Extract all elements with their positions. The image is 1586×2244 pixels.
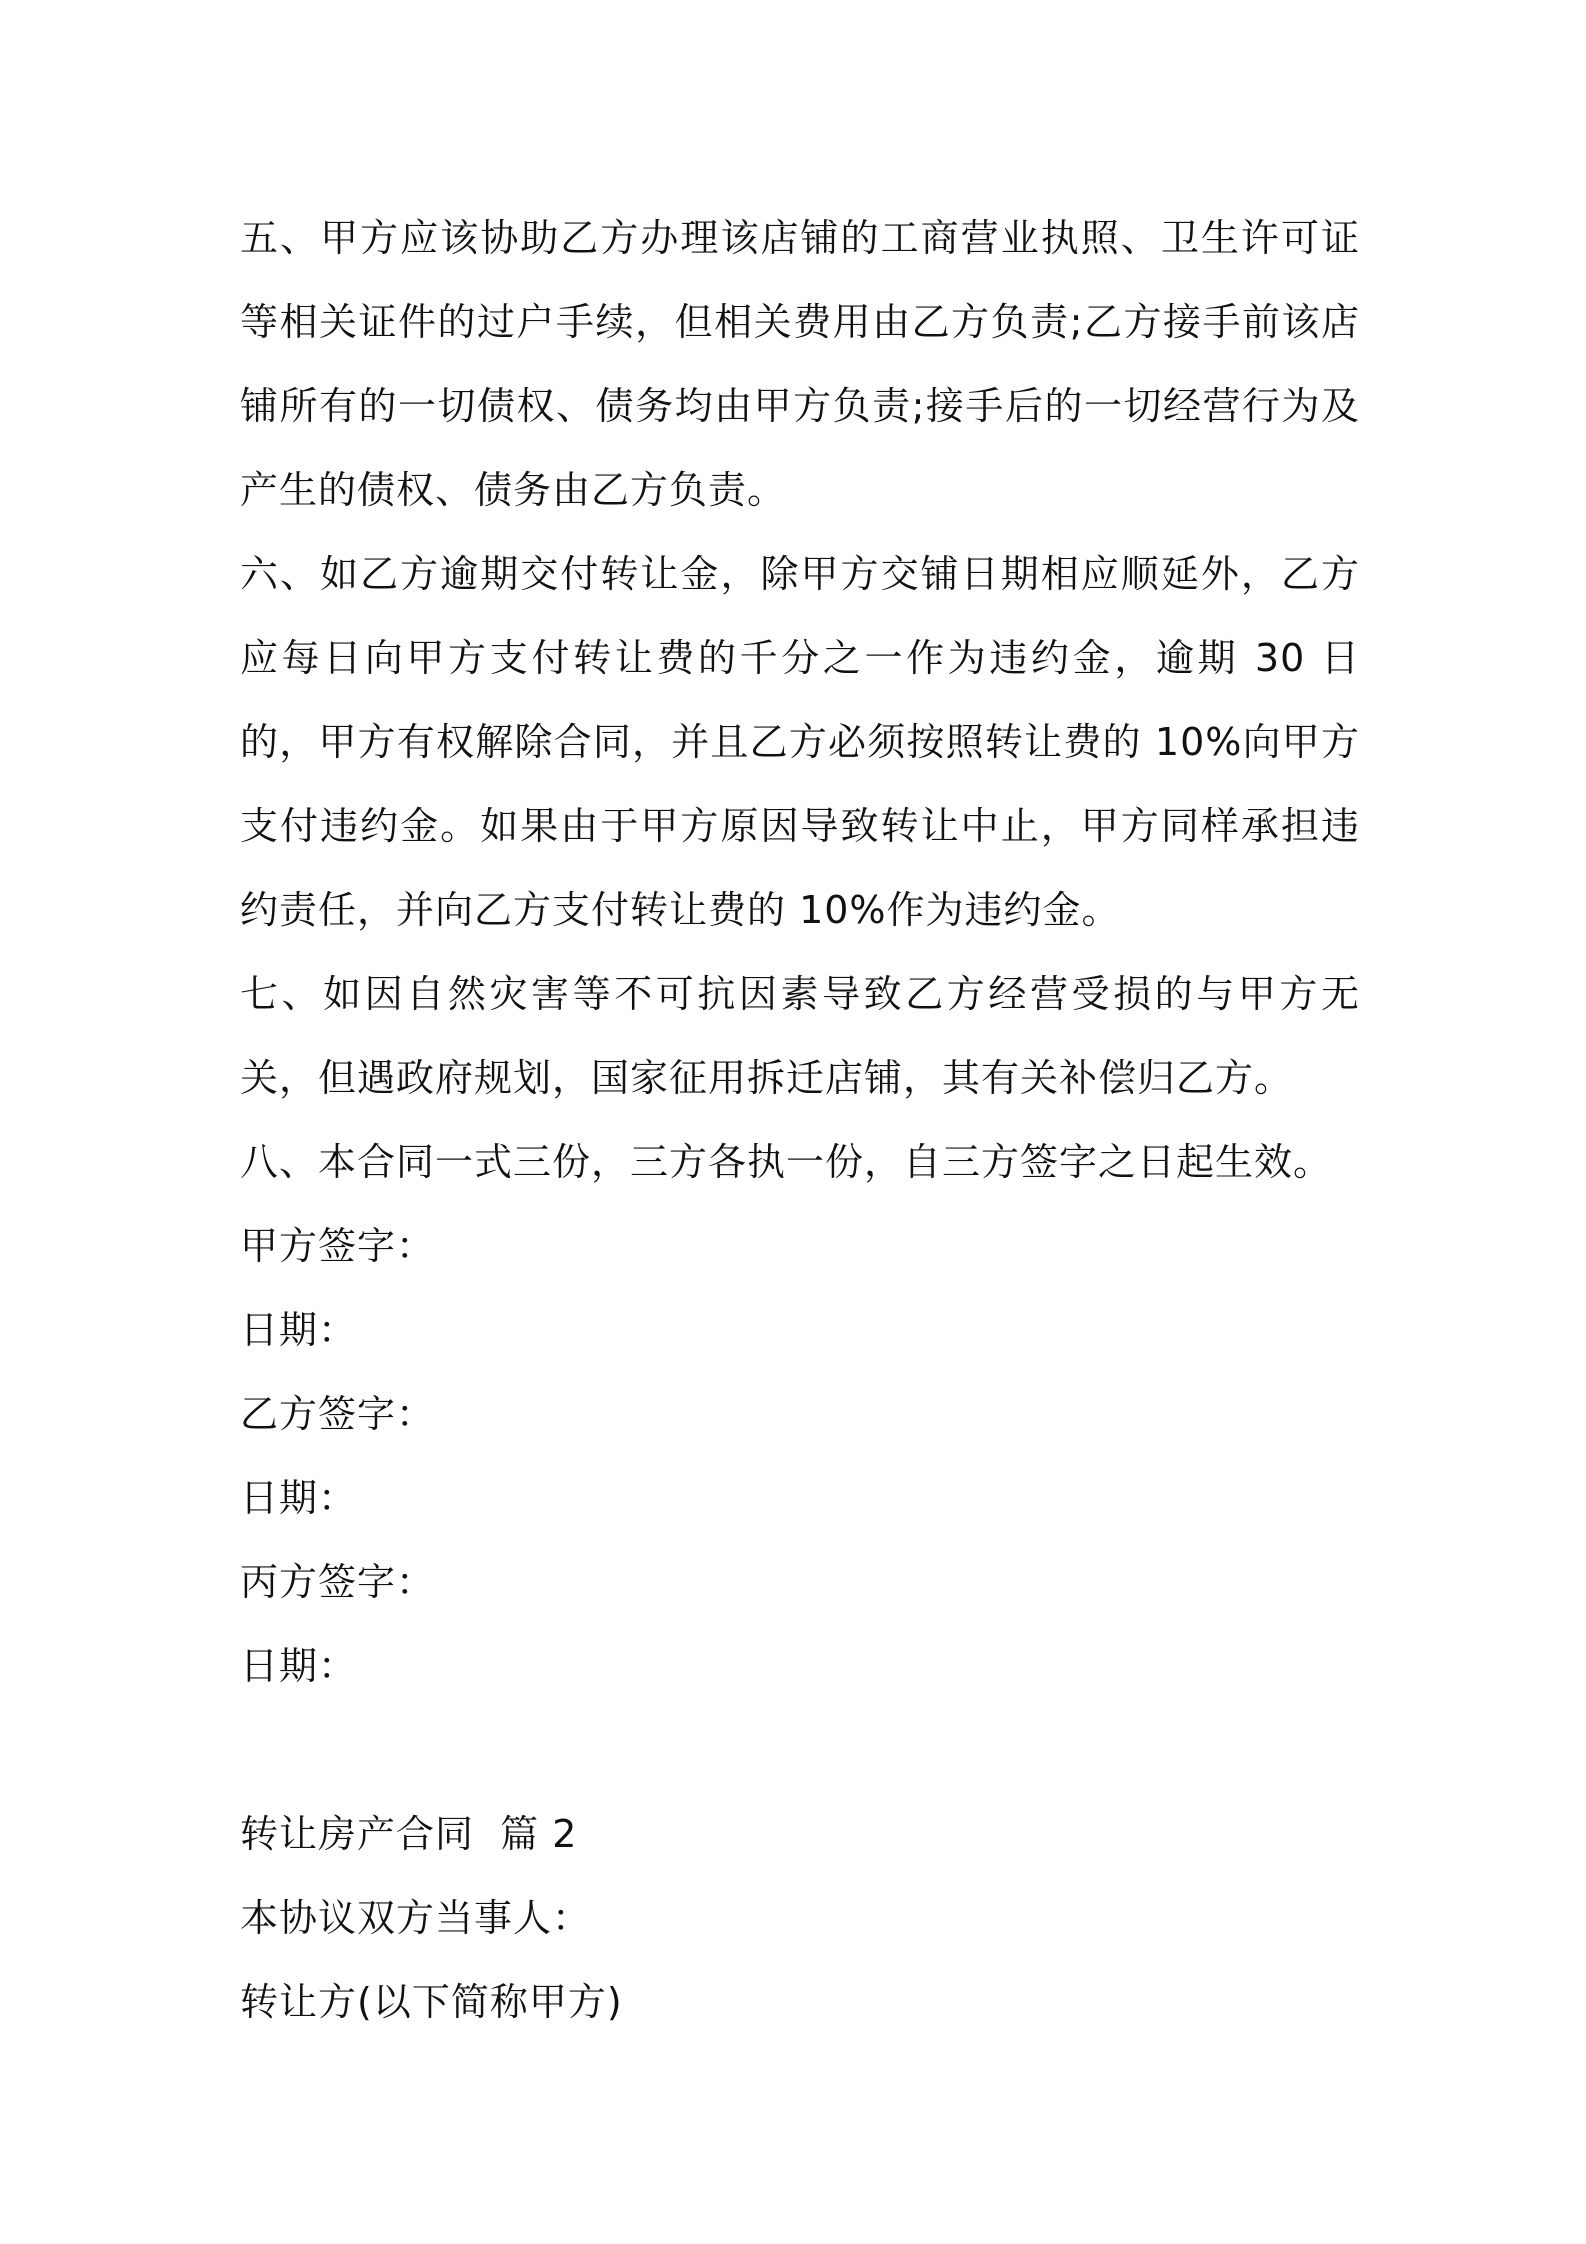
party-a-date-label: 日期： (240, 1308, 358, 1352)
party-b-date-label: 日期： (240, 1476, 358, 1520)
section-title: 转让房产合同 篇 2 (240, 1812, 578, 1856)
document-page (240, 196, 1360, 2044)
party-a-signature-label: 甲方签字： (240, 1224, 436, 1268)
party-b-signature-label: 乙方签字： (240, 1392, 436, 1436)
party-c-signature-label: 丙方签字： (240, 1560, 436, 1604)
section-spacer (240, 1708, 1360, 1792)
transferor-label: 转让方(以下简称甲方) (240, 1980, 623, 2024)
clause-7: 七、如因自然灾害等不可抗因素导致乙方经营受损的与甲方无关，但遇政府规划，国家征用拆迁店铺，其有关补偿归乙方。 (240, 972, 1360, 1100)
parties-intro: 本协议双方当事人： (240, 1896, 592, 1940)
clause-8: 八、本合同一式三份，三方各执一份，自三方签字之日起生效。 (240, 1140, 1333, 1184)
clause-5: 五、甲方应该协助乙方办理该店铺的工商营业执照、卫生许可证等相关证件的过户手续，但相关费用由乙方负责;乙方接手前该店铺所有的一切债权、债务均由甲方负责;接手后的一切经营行为及产生的债权、债务由乙方负责。 (240, 216, 1360, 512)
party-c-date-label: 日期： (240, 1644, 358, 1688)
clause-6: 六、如乙方逾期交付转让金，除甲方交铺日期相应顺延外，乙方应每日向甲方支付转让费的千分之一作为违约金，逾期 30 日的，甲方有权解除合同，并且乙方必须按照转让费的 10%向甲方支付违约金。如果由于甲方原因导致转让中止，甲方同样承担违约责任，并向乙方支付转让费的 10%作为违约金。 (240, 552, 1360, 932)
